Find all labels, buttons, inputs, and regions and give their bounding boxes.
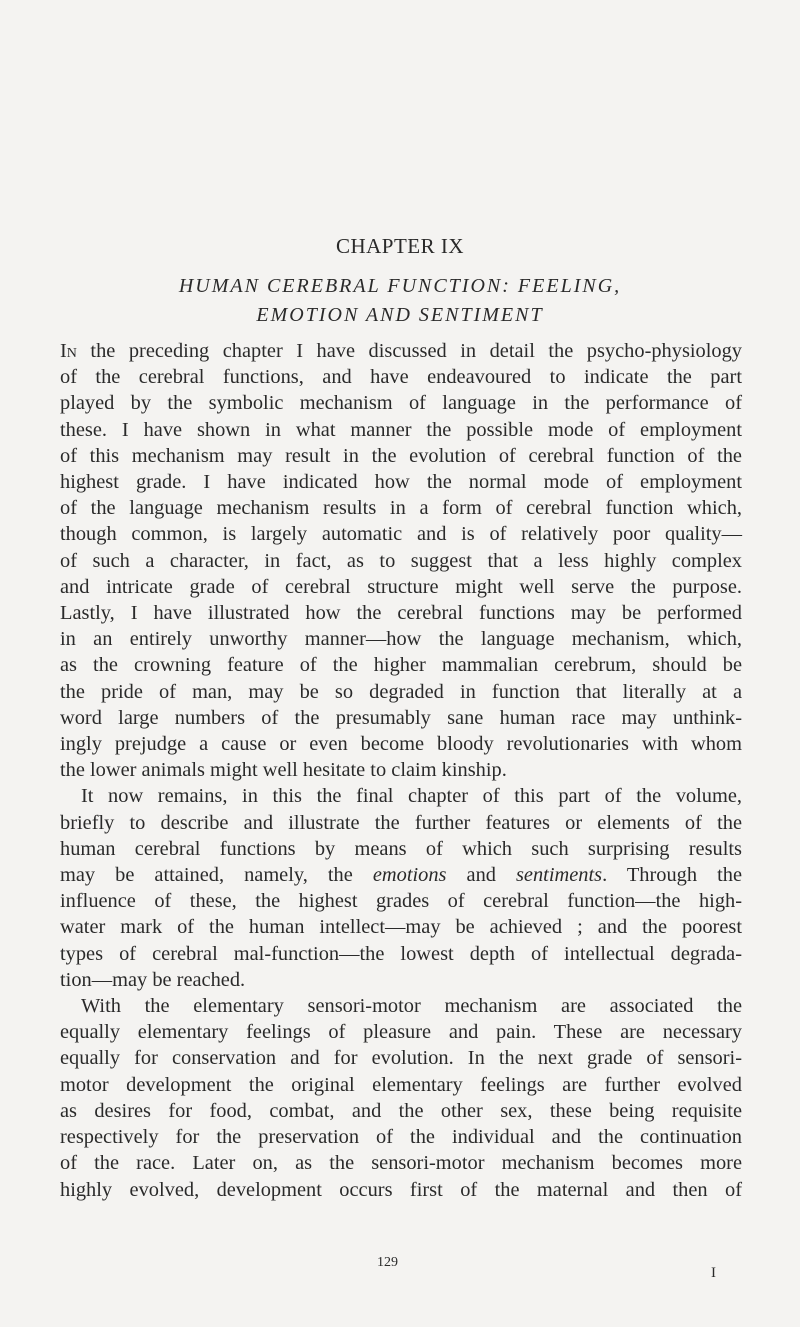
text-line: equally for conservation and for evolution. In the next grade of sensori- — [60, 1047, 742, 1070]
page-number: 129 — [377, 1255, 398, 1270]
text-line — [60, 862, 742, 888]
text-line: human cerebral functions by means of which such surprising results — [60, 837, 742, 860]
text-span: . Through the — [602, 864, 742, 887]
text-line: played by the symbolic mechanism of language in the performance of — [60, 392, 742, 415]
text-span: and — [446, 864, 516, 887]
text-line: highly evolved, development occurs first of the maternal and then of — [60, 1178, 742, 1201]
text-line: the lower animals might well hesitate to claim kinship. — [60, 759, 507, 782]
text-line: tion—may be reached. — [60, 968, 246, 991]
text-line: these. I have shown in what manner the possible mode of employment — [60, 418, 742, 441]
text-line: Lastly, I have illustrated how the cerebral functions may be performed — [60, 602, 742, 625]
body-text — [60, 338, 742, 1203]
text-line: the pride of man, may be so degraded in function that literally at a — [60, 680, 742, 703]
text-line: of the race. Later on, as the sensori-motor mechanism becomes more — [60, 1152, 742, 1175]
text-span: the preceding chapter I have discussed in detail the psycho-physiology — [90, 340, 742, 362]
text-line: equally elementary feelings of pleasure and pain. These are necessary — [60, 1021, 742, 1044]
text-line: as desires for food, combat, and the other sex, these being requisite — [60, 1099, 742, 1122]
text-line: word large numbers of the presumably sane human race may unthink- — [60, 706, 742, 729]
text-line: highest grade. I have indicated how the normal mode of employment — [60, 471, 742, 494]
text-line — [60, 338, 742, 364]
emphasis-sentiments: sentiments — [515, 864, 603, 887]
chapter-title — [60, 272, 740, 330]
text-line: influence of these, the highest grades of cerebral function—the high- — [60, 890, 742, 913]
text-line: water mark of the human intellect—may be achieved ; and the poorest — [60, 916, 742, 939]
text-line: of such a character, in fact, as to suggest that a less highly complex — [60, 549, 742, 572]
text-line: briefly to describe and illustrate the further features or elements of the — [60, 811, 742, 834]
signature-mark: I — [711, 1265, 716, 1281]
text-line: though common, is largely automatic and is of relatively poor quality— — [60, 523, 742, 546]
text-line: motor development the original elementary feelings are further evolved — [60, 1073, 742, 1096]
lead-in: In — [60, 340, 77, 362]
text-line: respectively for the preservation of the individual and the continuation — [60, 1126, 742, 1149]
text-line: of the language mechanism results in a form of cerebral function which, — [60, 497, 742, 520]
chapter-label: CHAPTER IX — [335, 234, 465, 258]
text-span: may be attained, namely, the — [60, 864, 373, 887]
text-line: types of cerebral mal-function—the lowest depth of intellectual degrada- — [60, 942, 742, 965]
emphasis-emotions: emotions — [372, 864, 447, 887]
text-line: With the elementary sensori-motor mechanism are associated the — [81, 995, 742, 1018]
text-line: of the cerebral functions, and have endeavoured to indicate the part — [60, 366, 742, 389]
chapter-title-line-1: HUMAN CEREBRAL FUNCTION: FEELING, — [178, 275, 622, 297]
text-line: It now remains, in this the final chapter of this part of the volume, — [81, 785, 742, 808]
text-line: of this mechanism may result in the evolution of cerebral function of the — [60, 444, 742, 467]
text-line: as the crowning feature of the higher mammalian cerebrum, should be — [60, 654, 742, 677]
chapter-title-line-2: EMOTION AND SENTIMENT — [256, 304, 544, 326]
text-line: ingly prejudge a cause or even become bloody revolutionaries with whom — [60, 733, 742, 756]
text-line: in an entirely unworthy manner—how the language mechanism, which, — [60, 628, 742, 651]
text-line: and intricate grade of cerebral structure might well serve the purpose. — [60, 575, 742, 598]
